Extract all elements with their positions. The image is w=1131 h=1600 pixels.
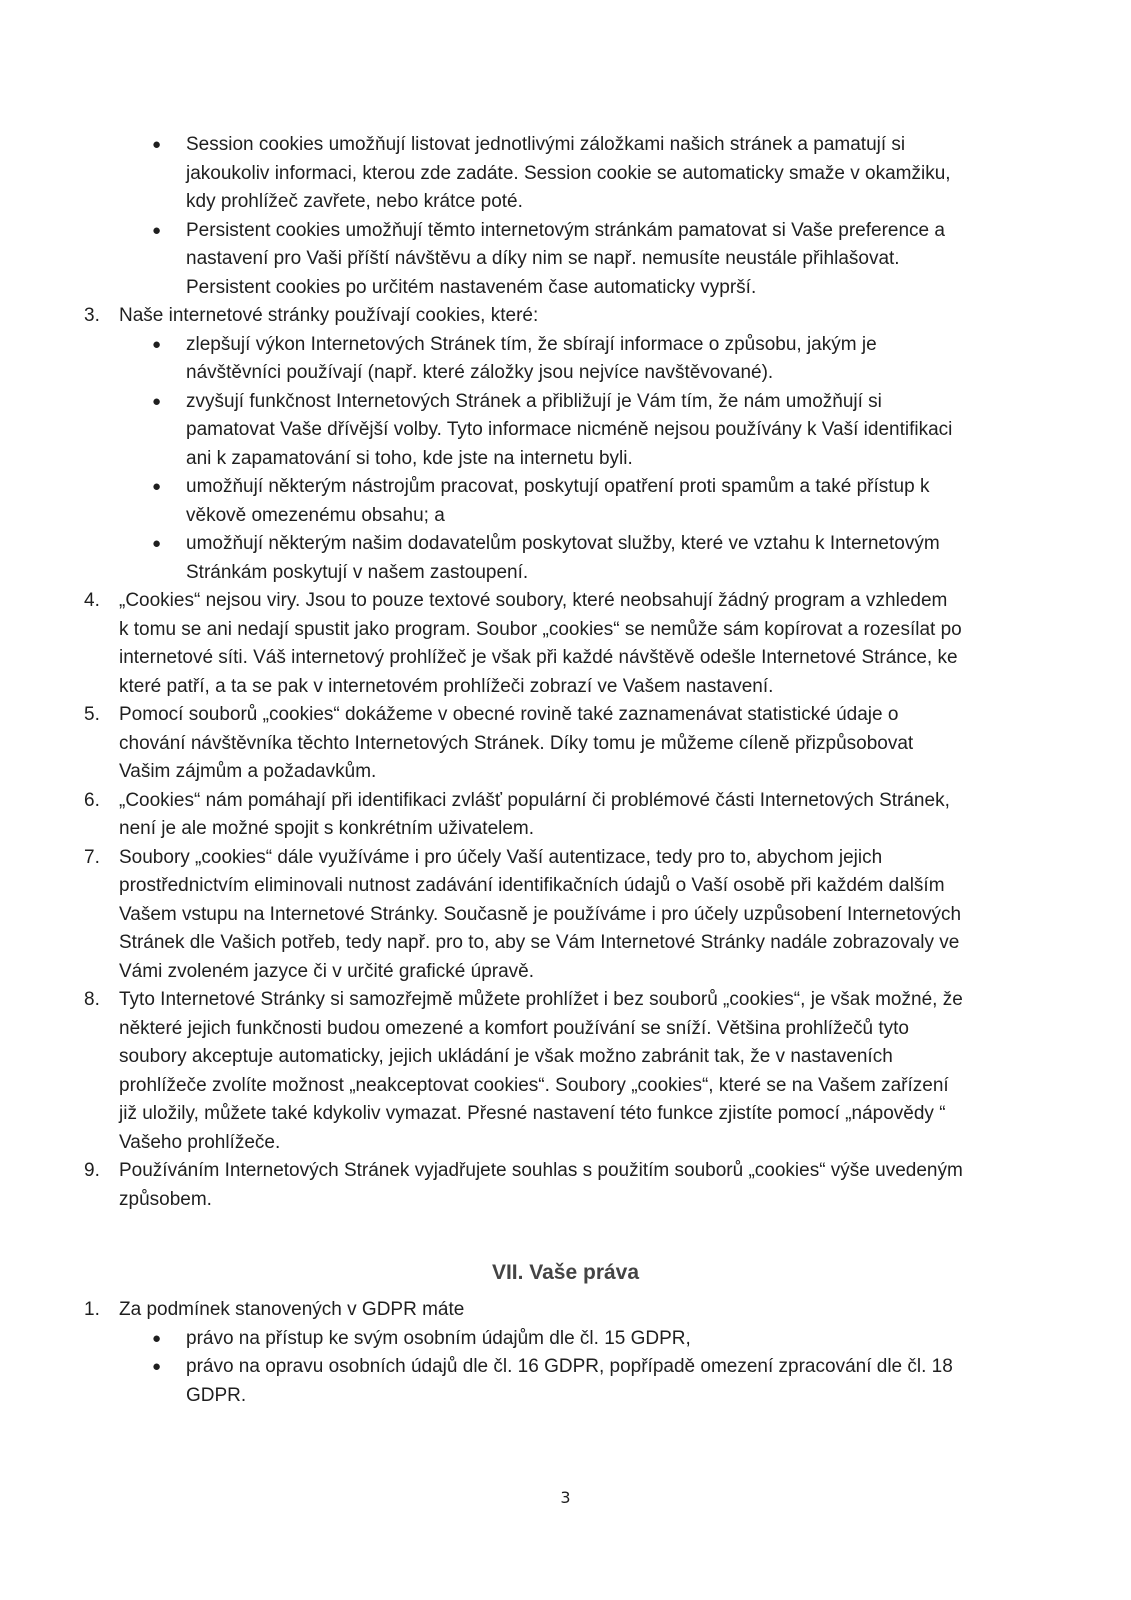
list-item-text-line: Pomocí souborů „cookies“ dokážeme v obecné rovině také zaznamenávat statistické údaje o [119,704,899,725]
bullet-marker: ● [152,535,162,552]
bullet-text-line: právo na opravu osobních údajů dle čl. 16 GDPR, popřípadě omezení zpracování dle čl. 18 [186,1356,953,1377]
bullet-text-line: pamatovat Vaše dřívější volby. Tyto informace nicméně nejsou používány k Vaší identifikaci [186,419,953,440]
bullet-text-line: ani k zapamatování si toho, kde jste na internetu byli. [186,447,633,469]
section-heading: VII. Vaše práva [491,1261,640,1284]
list-item-text-line: Vašim zájmům a požadavkům. [119,761,377,782]
list-item-text-line: prostřednictvím eliminovali nutnost zadávání identifikačních údajů o Vaší osobě při každém dalším [119,875,945,896]
bullet-text-line: kdy prohlížeč zavřete, nebo krátce poté. [186,191,523,212]
list-item-text-line: Vámi zvoleném jazyce či v určité grafické úpravě. [119,960,534,982]
list-item-number: 5. [84,704,100,725]
list-item-text-line: soubory akceptuje automaticky, jejich ukládání je však možno zabránit tak, že v nastaveních [119,1046,893,1067]
list-item-text-line: Za podmínek stanovených v GDPR máte [119,1299,465,1320]
bullet-marker: ● [152,335,162,353]
list-item-number: 1. [84,1299,100,1320]
list-item-text-line: Vašem vstupu na Internetové Stránky. Současně je používáme i pro účely uzpůsobení Internetových [119,903,962,925]
list-item-number: 8. [84,989,100,1010]
list-item-number: 7. [84,846,100,868]
bullet-marker: ● [152,478,162,495]
list-item-text-line: není je ale možné spojit s konkrétním uživatelem. [119,818,535,839]
bullet-text-line: zvyšují funkčnost Internetových Stránek a přibližují je Vám tím, že nám umožňují si [186,390,882,412]
bullet-marker: ● [152,136,162,153]
list-item-text-line: které patří, a ta se pak v internetovém prohlížeči zobrazí ve Vašem nastavení. [119,675,774,697]
bullet-text-line: věkově omezenému obsahu; a [186,504,445,526]
page-number: 3 [560,1488,571,1507]
list-item-text-line: „Cookies“ nejsou viry. Jsou to pouze textové soubory, které neobsahují žádný program a vzhledem [119,590,948,611]
bullet-marker: ● [152,1358,162,1375]
bullet-text-line: návštěvníci používají (např. které záložky jsou nejvíce navštěvované). [186,362,774,383]
list-item-text-line: Soubory „cookies“ dále využíváme i pro účely Vaší autentizace, tedy pro to, abychom jejich [119,846,883,868]
list-item-text-line: Naše internetové stránky používají cookies, které: [119,305,539,326]
bullet-marker: ● [152,221,162,239]
list-item-text-line: některé jejich funkčnosti budou omezené a komfort používání se sníží. Většina prohlížečů tyto [119,1017,909,1039]
bullet-text-line: právo na přístup ke svým osobním údajům dle čl. 15 GDPR, [186,1327,691,1349]
list-item-text-line: Vašeho prohlížeče. [119,1131,281,1153]
list-item-text-line: k tomu se ani nedají spustit jako program. Soubor „cookies“ se nemůže sám kopírovat a rozesílat po [119,618,962,640]
bullet-text-line: jakoukoliv informaci, kterou zde zadáte. Session cookie se automaticky smaže v okamžiku, [186,162,951,184]
bullet-text-line: zlepšují výkon Internetových Stránek tím, že sbírají informace o způsobu, jakým je [186,333,877,355]
list-item-text-line: internetové síti. Váš internetový prohlížeč je však při každé návštěvě odešle Internetové Stránce, ke [119,647,958,668]
list-item-text-line: způsobem. [119,1188,212,1210]
list-item-number: 3. [84,305,100,326]
list-item-text-line: Stránek dle Vašich potřeb, tedy např. pro to, aby se Vám Internetové Stránky nadále zobrazovaly ve [119,932,960,953]
list-item-text-line: prohlížeče zvolíte možnost „neakceptovat cookies“. Soubory „cookies“, které se na Vašem zařízení [119,1074,949,1096]
list-item-number: 9. [84,1160,100,1181]
list-item-text-line: Tyto Internetové Stránky si samozřejmě můžete prohlížet i bez souborů „cookies“, je však možné, že [119,989,963,1010]
list-item-text-line: Používáním Internetových Stránek vyjadřujete souhlas s použitím souborů „cookies“ výše uvedeným [119,1160,963,1181]
bullet-marker: ● [152,1329,162,1347]
bullet-text-line: Stránkám poskytují v našem zastoupení. [186,561,529,583]
bullet-marker: ● [152,392,162,410]
bullet-text-line: nastavení pro Vaši příští návštěvu a díky nim se např. nemusíte neustále přihlašovat. [186,248,900,269]
list-item-text-line: již uložily, můžete také kdykoliv vymazat. Přesné nastavení této funkce zjistíte pomocí „nápovědy “ [119,1103,946,1124]
bullet-text-line: umožňují některým nástrojům pracovat, poskytují opatření proti spamům a také přístup k [186,476,930,497]
bullet-text-line: GDPR. [186,1384,247,1406]
list-item-number: 6. [84,789,100,811]
bullet-text-line: Persistent cookies umožňují těmto internetovým stránkám pamatovat si Vaše preference a [186,219,945,241]
list-item-text-line: „Cookies“ nám pomáhají při identifikaci zvlášť populární či problémové části Internetových Stránek, [119,789,950,811]
bullet-text-line: Session cookies umožňují listovat jednotlivými záložkami našich stránek a pamatují si [186,134,906,155]
bullet-text-line: umožňují některým našim dodavatelům poskytovat služby, které ve vztahu k Internetovým [186,533,940,554]
bullet-text-line: Persistent cookies po určitém nastaveném čase automaticky vyprší. [186,276,757,298]
list-item-text-line: chování návštěvníka těchto Internetových Stránek. Díky tomu je můžeme cíleně přizpůsobovat [119,732,914,754]
list-item-number: 4. [84,590,100,611]
